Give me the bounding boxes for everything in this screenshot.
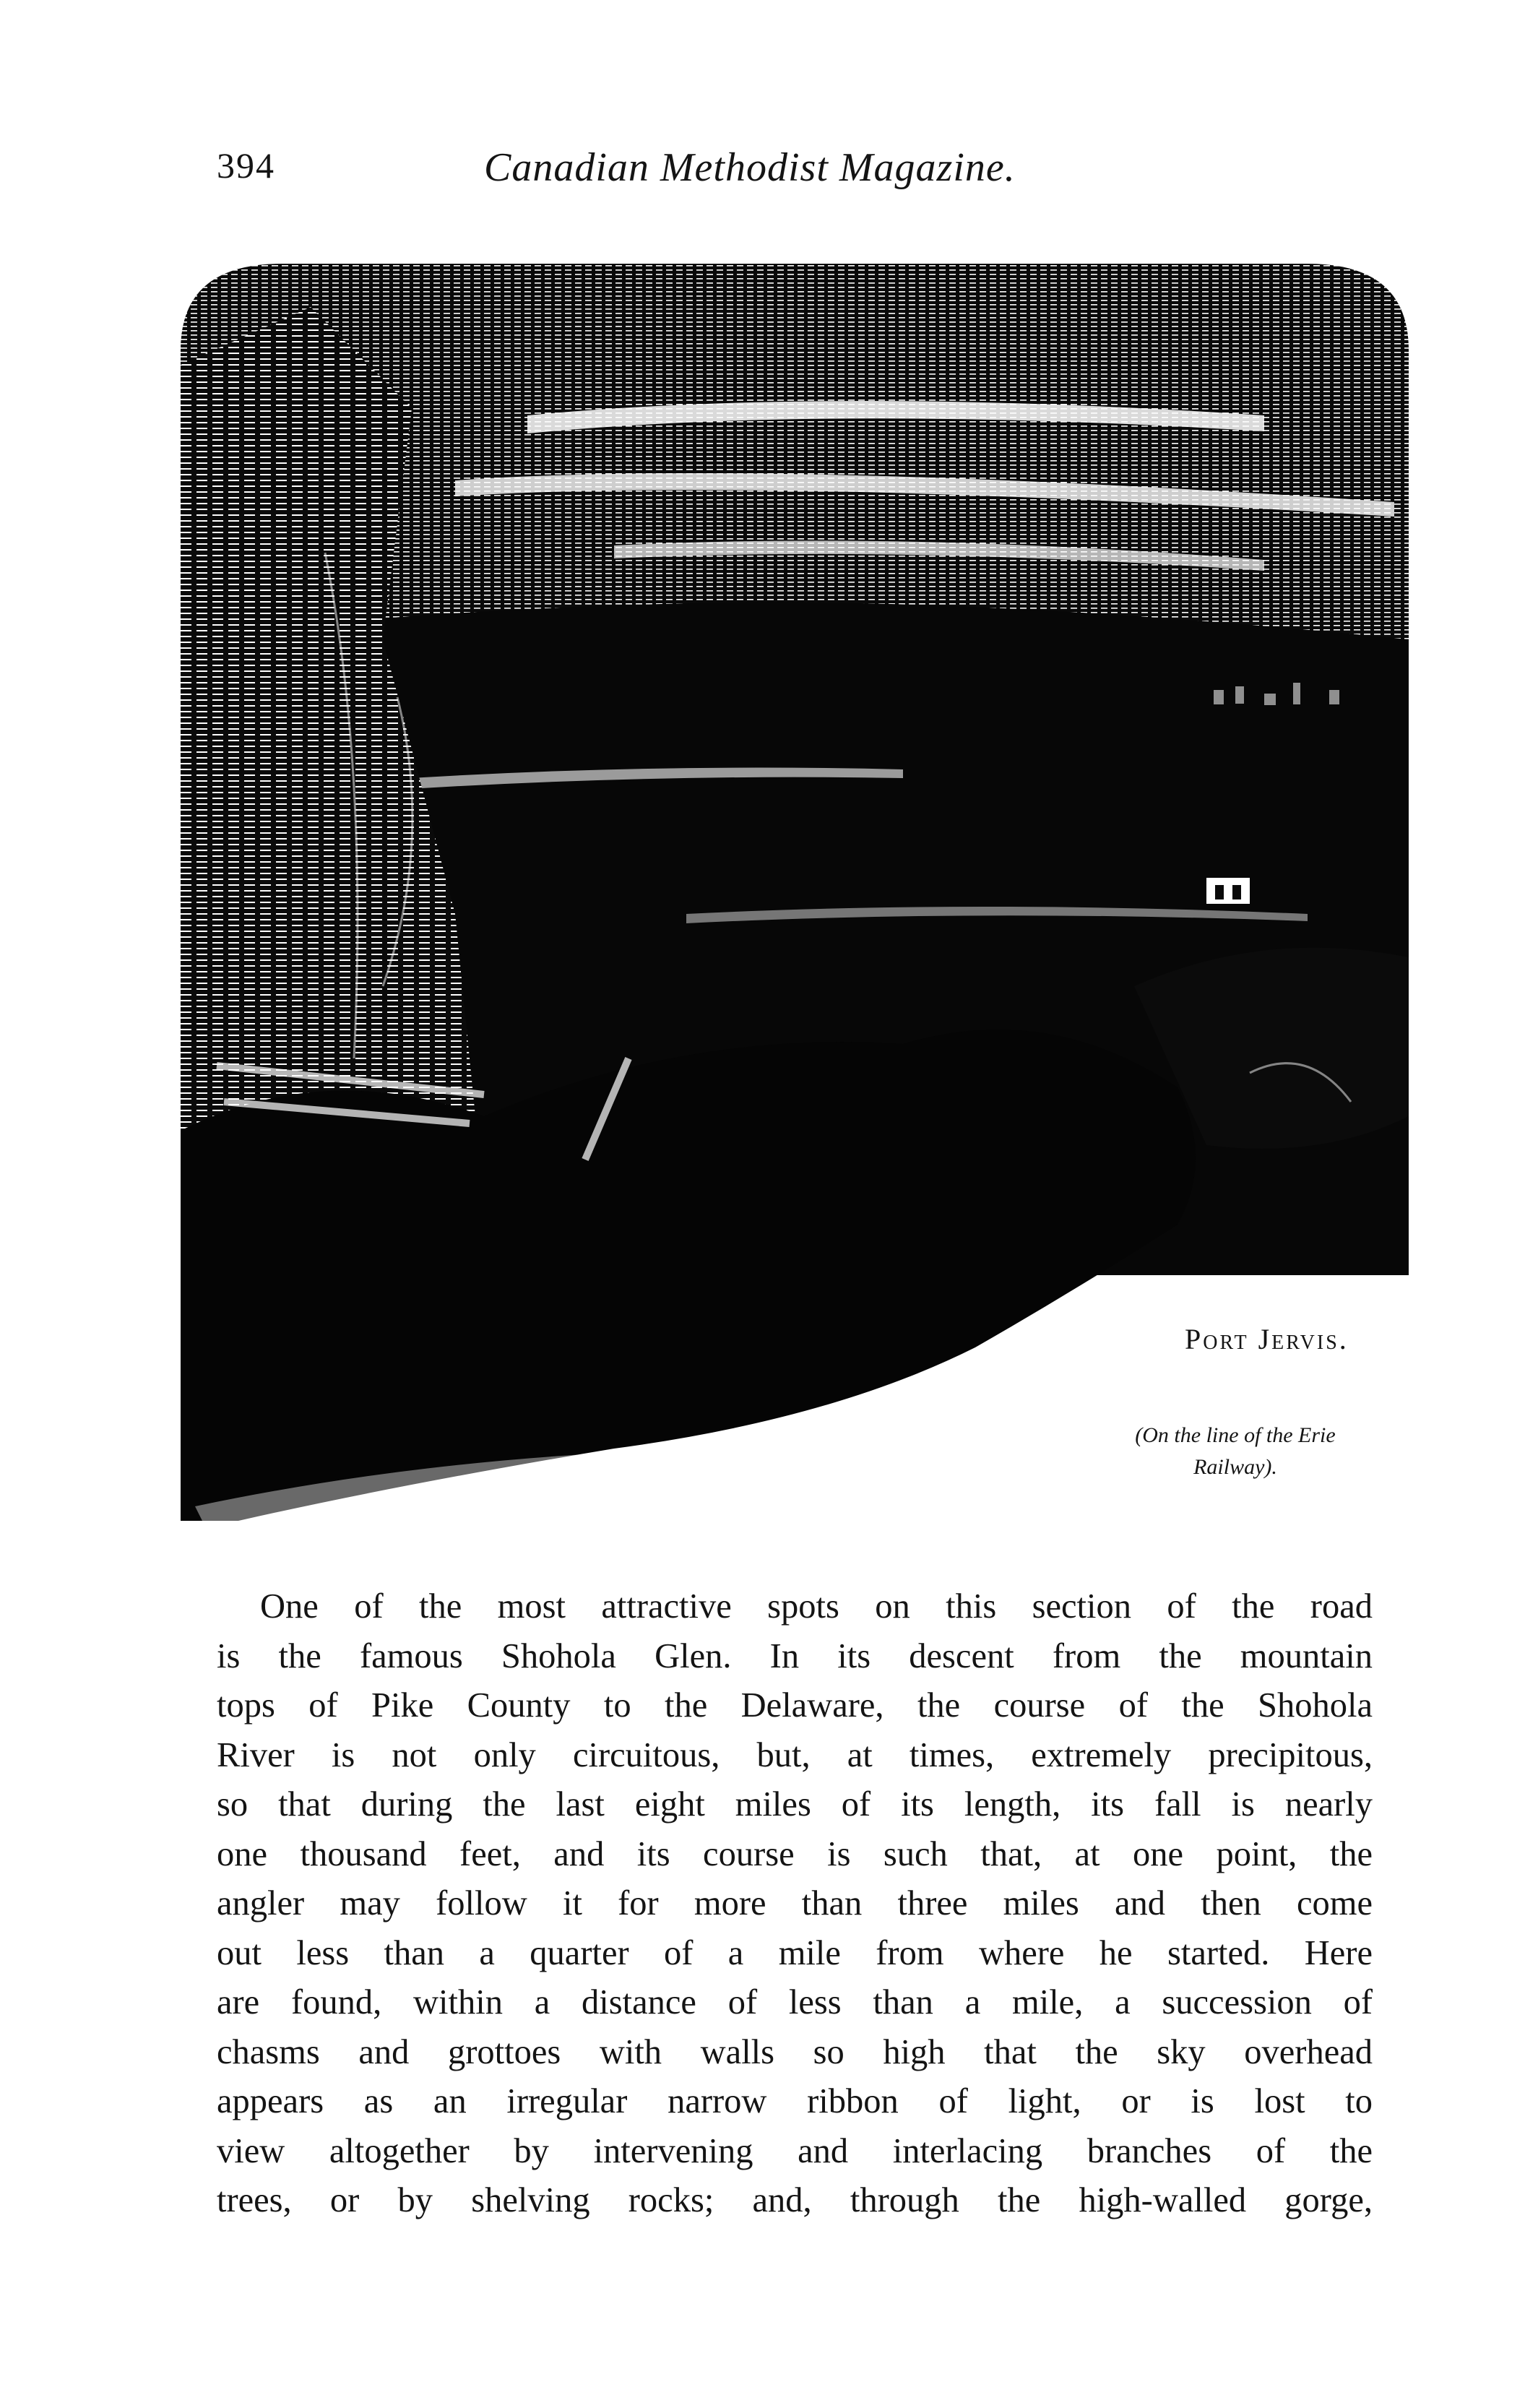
caption-title: Port Jervis. (1185, 1323, 1349, 1355)
page-header (217, 144, 1373, 210)
body-line: trees, or by shelving rocks; and, through the high-walled gorge, (217, 2181, 1373, 2219)
body-line: One of the most attractive spots on this section of the road (260, 1587, 1373, 1626)
body-line: chasms and grottoes with walls so high that the sky overhead (217, 2032, 1373, 2071)
body-line: River is not only circuitous, but, at times, extremely precipitous, (217, 1735, 1373, 1774)
body-line: is the famous Shohola Glen. In its descent from the mountain (217, 1636, 1373, 1675)
body-line: angler may follow it for more than three miles and then come (217, 1884, 1373, 1922)
body-line: out less than a quarter of a mile from where he started. Here (217, 1933, 1373, 1972)
caption-subtitle-line2: Railway). (1193, 1455, 1277, 1479)
running-title: Canadian Methodist Magazine. (484, 145, 1016, 190)
caption-subtitle-line1: (On the line of the Erie (1135, 1423, 1336, 1447)
page-number: 394 (217, 145, 275, 186)
body-line: are found, within a distance of less than a mile, a succession of (217, 1983, 1373, 2021)
body-line: so that during the last eight miles of its length, its fall is nearly (217, 1785, 1373, 1824)
article-body (217, 1582, 1373, 2226)
engraving-illustration (181, 264, 1409, 1550)
body-line: tops of Pike County to the Delaware, the course of the Shohola (217, 1686, 1373, 1725)
body-line: view altogether by intervening and interlacing branches of the (217, 2131, 1373, 2170)
body-line: appears as an irregular narrow ribbon of light, or is lost to (217, 2082, 1373, 2120)
body-line: one thousand feet, and its course is such that, at one point, the (217, 1834, 1373, 1873)
caption-subtitle (1084, 1420, 1387, 1483)
